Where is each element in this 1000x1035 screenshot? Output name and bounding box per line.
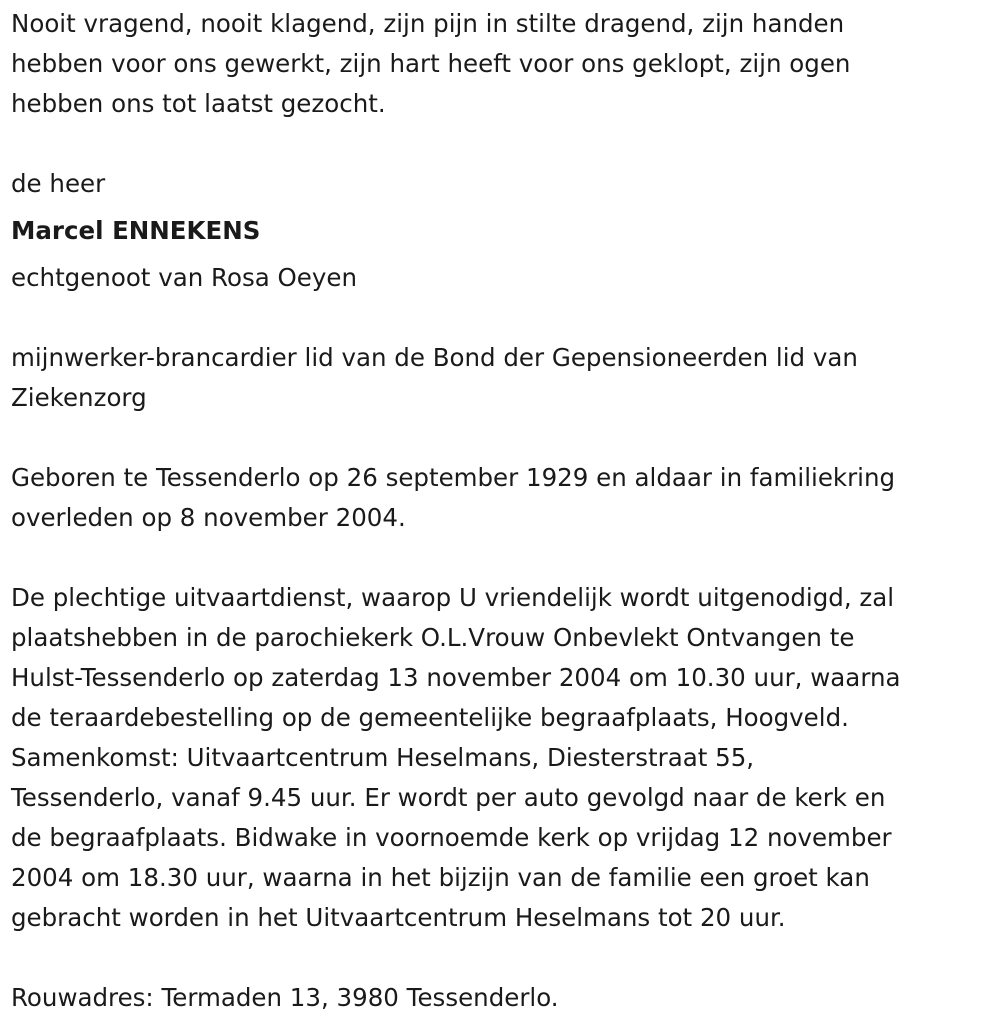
service-line: Hulst-Tessenderlo op zaterdag 13 november 2004 om 10.30 uur, waarna xyxy=(11,663,901,692)
birth-line: Geboren te Tessenderlo op 26 september 1929 en aldaar in familiekring xyxy=(11,463,896,492)
birth-death-text xyxy=(11,458,986,538)
service-line: gebracht worden in het Uitvaartcentrum Heselmans tot 20 uur. xyxy=(11,903,786,932)
funeral-service-text xyxy=(11,578,986,938)
occupation-line: mijnwerker-brancardier lid van de Bond der Gepensioneerden lid van xyxy=(11,343,858,372)
intro-line: Nooit vragend, nooit klagend, zijn pijn in stilte dragend, zijn handen xyxy=(11,9,845,38)
intro-line: hebben ons tot laatst gezocht. xyxy=(11,89,386,118)
intro-verse xyxy=(11,4,986,124)
obituary-document xyxy=(11,4,986,1018)
mourning-address: Rouwadres: Termaden 13, 3980 Tessenderlo. xyxy=(11,983,559,1012)
service-line: Samenkomst: Uitvaartcentrum Heselmans, Diesterstraat 55, xyxy=(11,743,755,772)
birth-line: overleden op 8 november 2004. xyxy=(11,503,406,532)
spouse-line: echtgenoot van Rosa Oeyen xyxy=(11,263,357,292)
service-line: plaatshebben in de parochiekerk O.L.Vrouw Onbevlekt Ontvangen te xyxy=(11,623,855,652)
service-line: de begraafplaats. Bidwake in voornoemde kerk op vrijdag 12 november xyxy=(11,823,892,852)
title-prefix: de heer xyxy=(11,169,106,198)
service-line: De plechtige uitvaartdienst, waarop U vriendelijk wordt uitgenodigd, zal xyxy=(11,583,895,612)
service-line: 2004 om 18.30 uur, waarna in het bijzijn van de familie een groet kan xyxy=(11,863,870,892)
occupation-text xyxy=(11,338,986,418)
intro-line: hebben voor ons gewerkt, zijn hart heeft voor ons geklopt, zijn ogen xyxy=(11,49,851,78)
service-line: Tessenderlo, vanaf 9.45 uur. Er wordt per auto gevolgd naar de kerk en xyxy=(11,783,886,812)
occupation-line: Ziekenzorg xyxy=(11,383,147,412)
service-line: de teraardebestelling op de gemeentelijke begraafplaats, Hoogveld. xyxy=(11,703,849,732)
deceased-name: Marcel ENNEKENS xyxy=(11,216,261,245)
